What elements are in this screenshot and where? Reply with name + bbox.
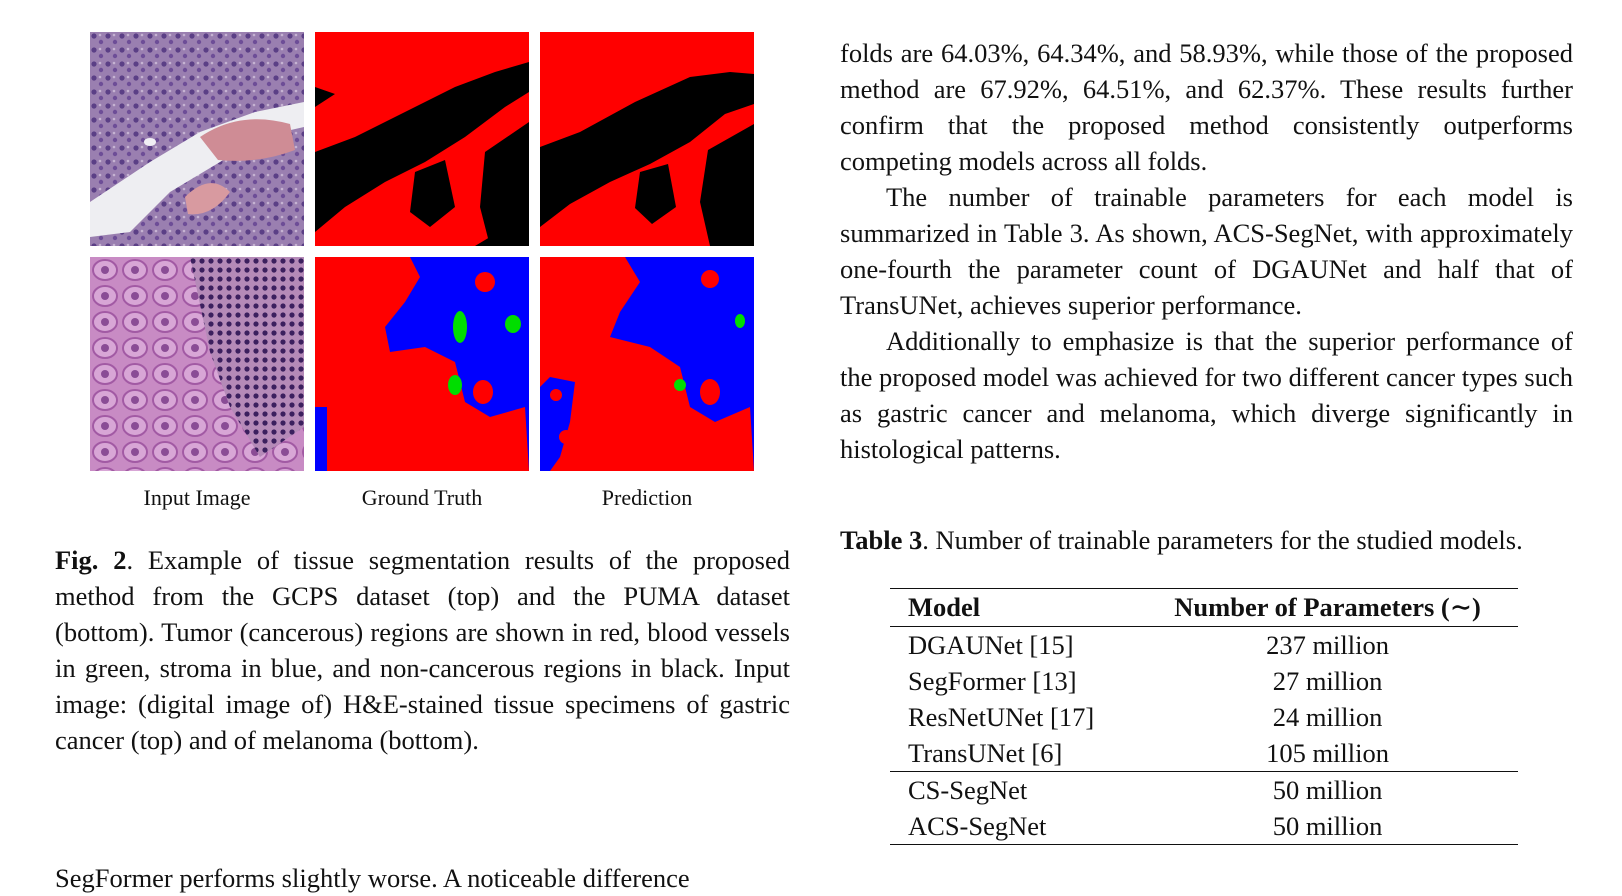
cell-model: CS-SegNet [908,775,1028,805]
cell-params: 105 million [1137,735,1518,772]
cell-model: ACS-SegNet [890,808,1137,845]
cell-model: ResNetUNet [17] [908,702,1095,732]
table-caption-text: . Number of trainable parameters for the studied models. [922,525,1523,555]
table-row [890,735,1518,772]
label-prediction: Prediction [601,485,693,510]
cell-params: 237 million [1266,630,1390,660]
figure-caption-label: Fig. 2 [55,545,127,575]
paragraph-cancer-types: Additionally to emphasize is that the superior performance of the proposed model was achieved for two different cancer types such as gastric cancer and melanoma, which diverge significantly in histological patterns. [840,326,1573,464]
paragraph-folds: folds are 64.03%, 64.34%, and 58.93%, while those of the proposed method are 67.92%, 64.51%, and 62.37%. These results further confirm that the proposed method consistently outperforms competing models across all folds. [840,38,1573,176]
ground-truth-gastric [315,32,529,246]
parameters-table [890,588,1518,845]
table-header-row [890,589,1518,627]
cell-params: 50 million [1272,775,1383,805]
header-model: Model [890,589,1137,627]
table-row [890,663,1518,699]
table-row [890,627,1518,664]
table-caption [840,522,1573,558]
cell-model: SegFormer [13] [908,666,1077,696]
label-ground-truth: Ground Truth [361,485,483,510]
input-image-melanoma [90,257,304,471]
label-input-image: Input Image [143,485,251,510]
cell-params: 24 million [1272,702,1383,732]
header-number-of-parameters: Number of Parameters (∼) [1137,589,1518,627]
table-row [890,772,1518,809]
paragraph-parameters: The number of trainable parameters for each model is summarized in Table 3. As shown, ACS-SegNet, with approximately one-fourth the parameter count of DGAUNet and half that of TransUNet, achieves superior performance. [840,182,1573,320]
cell-model: TransUNet [6] [890,735,1137,772]
right-column-text [840,35,1573,467]
cell-params: 27 million [1272,666,1383,696]
table-caption-label: Table 3 [840,525,923,555]
cell-model: DGAUNet [15] [908,630,1074,660]
table-row [890,699,1518,735]
table-row [890,808,1518,845]
figure-caption [55,542,790,758]
cell-params: 50 million [1137,808,1518,845]
left-column-next-paragraph: SegFormer performs slightly worse. A noticeable difference [55,863,690,893]
figure-caption-text: . Example of tissue segmentation results of the proposed method from the GCPS dataset (top) and the PUMA dataset (bottom). Tumor (cancerous) regions are shown in red, blood vessels in green, stroma in blue, and non-cancerous regions in black. Input image: (digital image of) H&E-stained tissue specimens of gastric cancer (top) and of melanoma (bottom). [55,545,790,755]
prediction-melanoma [540,257,754,471]
input-image-gastric [90,32,304,246]
ground-truth-melanoma [315,257,529,471]
prediction-gastric [540,32,754,246]
